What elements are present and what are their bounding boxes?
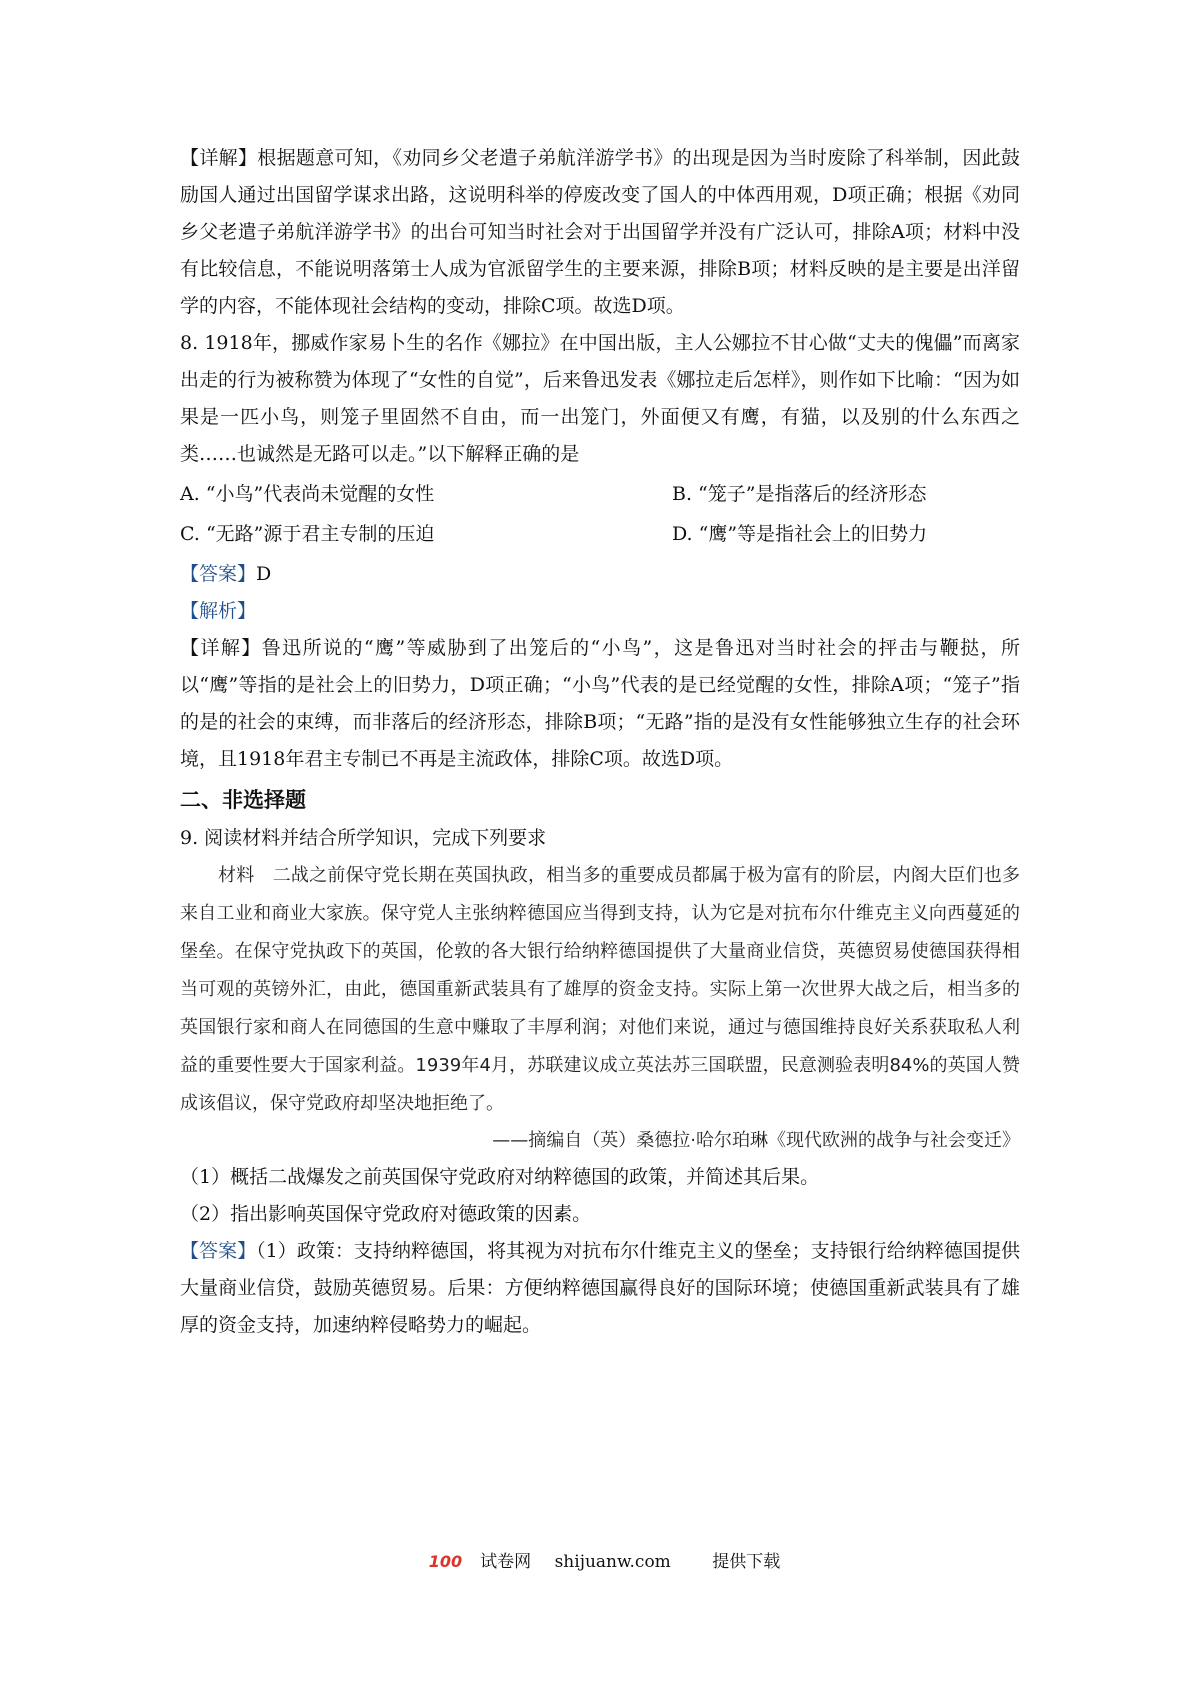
q9-answer-text: （1）政策：支持纳粹德国，将其视为对抗布尔什维克主义的堡垒；支持银行给纳粹德国提供大量商业信贷，鼓励英德贸易。后果：方便纳粹德国赢得良好的国际环境；使德国重新武装具有了雄厚的资金支持，加速纳粹侵略势力的崛起。 — [180, 1240, 1020, 1336]
q8-stem: 8. 1918年，挪威作家易卜生的名作《娜拉》在中国出版，主人公娜拉不甘心做“丈夫的傀儡”而离家出走的行为被称赞为体现了“女性的自觉”，后来鲁迅发表《娜拉走后怎样》，则作如下比喻：“因为如果是一匹小鸟，则笼子里固然不自由，而一出笼门，外面便又有鹰，有猫，以及别的什么东西之类……也诚然是无路可以走。”以下解释正确的是 — [180, 332, 1020, 465]
q9-stem: 9. 阅读材料并结合所学知识，完成下列要求 — [180, 827, 547, 849]
q8-analysis — [180, 593, 1020, 630]
q9-material: 材料 二战之前保守党长期在英国执政，相当多的重要成员都属于极为富有的阶层，内阁大臣们也多来自工业和商业大家族。保守党人主张纳粹德国应当得到支持，认为它是对抗布尔什维克主义向西蔓延的堡垒。在保守党执政下的英国，伦敦的各大银行给纳粹德国提供了大量商业信贷，英德贸易使德国获得相当可观的英镑外汇，由此，德国重新武装具有了雄厚的资金支持。实际上第一次世界大战之后，相当多的英国银行家和商人在同德国的生意中赚取了丰厚利润；对他们来说，通过与德国维持良好关系获取私人利益的重要性要大于国家利益。1939年4月，苏联建议成立英法苏三国联盟，民意测验表明84%的英国人赞成该倡议，保守党政府却坚决地拒绝了。 — [180, 865, 1020, 1114]
site-logo-icon: 100 — [428, 1552, 463, 1571]
q8-options-row-2 — [180, 516, 1020, 553]
site-name: 试卷网 — [480, 1552, 532, 1572]
q8-detail — [180, 630, 1020, 778]
page-footer — [0, 1547, 1191, 1572]
q8-answer — [180, 556, 1020, 593]
download-note: 提供下载 — [712, 1552, 781, 1572]
detail-tag: 【详解】 — [180, 637, 262, 659]
q9-answer — [180, 1233, 1020, 1344]
q8-option-b: B. “笼子”是指落后的经济形态 — [672, 483, 927, 505]
q9-sub-question-1: （1）概括二战爆发之前英国保守党政府对纳粹德国的政策，并简述其后果。 — [180, 1166, 820, 1188]
q8-options-row-1 — [180, 476, 1020, 513]
q9-source: ——摘编自（英）桑德拉·哈尔珀琳《现代欧洲的战争与社会变迁》 — [492, 1130, 1020, 1151]
detail-tag: 【详解】 — [180, 147, 258, 169]
section-title: 二、非选择题 — [180, 788, 306, 812]
q8-detail-text: 鲁迅所说的“鹰”等威胁到了出笼后的“小鸟”，这是鲁迅对当时社会的抨击与鞭挞，所以“鹰”等指的是社会上的旧势力，D项正确；“小鸟”代表的是已经觉醒的女性，排除A项；“笼子”指的是的社会的束缚，而非落后的经济形态，排除B项；“无路”指的是没有女性能够独立生存的社会环境，且1918年君主专制已不再是主流政体，排除C项。故选D项。 — [180, 637, 1020, 770]
q7-detail — [180, 140, 1020, 325]
document-page — [180, 140, 1020, 1344]
q7-detail-text: 根据题意可知，《劝同乡父老遣子弟航洋游学书》的出现是因为当时废除了科举制，因此鼓励国人通过出国留学谋求出路，这说明科举的停废改变了国人的中体西用观，D项正确；根据《劝同乡父老遣子弟航洋游学书》的出台可知当时社会对于出国留学并没有广泛认可，排除A项；材料中没有比较信息，不能说明落第士人成为官派留学生的主要来源，排除B项；材料反映的是主要是出洋留学的内容，不能体现社会结构的变动，排除C项。故选D项。 — [180, 147, 1020, 317]
q8-option-d: D. “鹰”等是指社会上的旧势力 — [672, 523, 928, 545]
q8-answer-value: D — [256, 563, 272, 585]
q8-option-c: C. “无路”源于君主专制的压迫 — [180, 523, 435, 545]
analysis-tag: 【解析】 — [180, 600, 257, 622]
site-url[interactable]: shijuanw.com — [554, 1552, 671, 1572]
answer-tag: 【答案】 — [180, 563, 257, 585]
q8-option-a: A. “小鸟”代表尚未觉醒的女性 — [180, 483, 435, 505]
q9-sub-question-2: （2）指出影响英国保守党政府对德政策的因素。 — [180, 1203, 592, 1225]
answer-tag: 【答案】 — [180, 1240, 257, 1262]
